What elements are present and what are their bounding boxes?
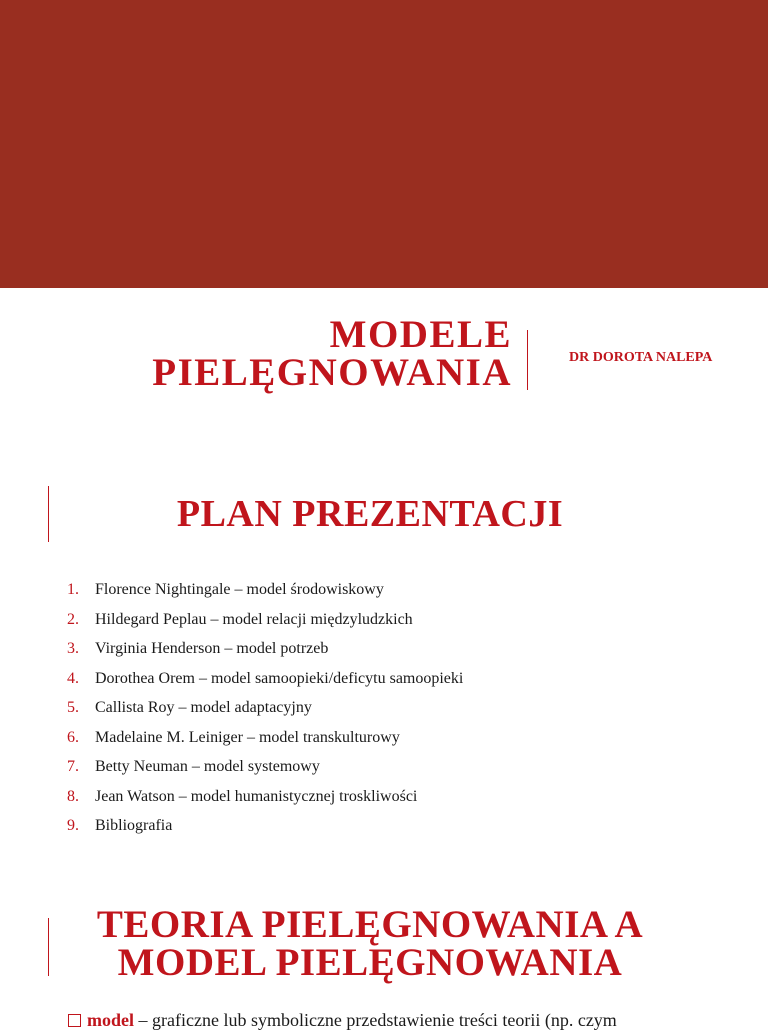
plan-item-number: 6.: [67, 728, 79, 746]
plan-item: [60, 693, 463, 723]
plan-item: [60, 811, 463, 841]
plan-item-text: Hildegard Peplau – model relacji międzyludzkich: [95, 610, 413, 628]
plan-item-text: Bibliografia: [95, 817, 173, 834]
title-line-1: MODELE: [329, 313, 512, 356]
model-definition: [68, 1010, 617, 1031]
plan-item-text: Betty Neuman – model systemowy: [95, 758, 320, 775]
plan-heading: PLAN PREZENTACJI: [176, 493, 564, 535]
definition-term: model: [87, 1010, 134, 1030]
plan-item: [60, 723, 463, 753]
plan-item: [60, 634, 463, 664]
plan-item-text: Madelaine M. Leiniger – model transkulturowy: [95, 728, 400, 746]
plan-list: [60, 575, 463, 841]
plan-item-text: Jean Watson – model humanistycznej troskliwości: [95, 787, 418, 805]
checkbox-bullet-icon: [68, 1014, 81, 1027]
plan-item: [60, 782, 463, 812]
plan-item: [60, 605, 463, 635]
plan-item-number: 1.: [67, 581, 79, 598]
presentation-title: [0, 313, 512, 394]
plan-item-number: 3.: [67, 640, 79, 657]
plan-item-number: 8.: [67, 787, 79, 805]
teoria-heading-line-1: TEORIA PIELĘGNOWANIA A: [96, 903, 644, 946]
teoria-heading-line-2: MODEL PIELĘGNOWANIA: [117, 941, 623, 984]
plan-item-text: Florence Nightingale – model środowiskowy: [95, 581, 384, 598]
plan-item: [60, 575, 463, 605]
plan-item: [60, 752, 463, 782]
plan-item-number: 9.: [67, 817, 79, 834]
plan-item-text: Dorothea Orem – model samoopieki/deficytu samoopieki: [95, 669, 464, 687]
plan-item-text: Callista Roy – model adaptacyjny: [95, 699, 312, 716]
plan-item-number: 2.: [67, 610, 79, 628]
teoria-heading: [0, 903, 740, 984]
plan-item: [60, 664, 463, 694]
definition-text: – graficzne lub symboliczne przedstawienie treści teorii (np. czym: [134, 1010, 617, 1030]
title-line-2: PIELĘGNOWANIA: [152, 351, 512, 394]
title-divider: [527, 330, 528, 390]
author-name: DR DOROTA NALEPA: [569, 350, 713, 365]
plan-item-number: 7.: [67, 758, 79, 775]
plan-item-number: 4.: [67, 669, 79, 687]
cover-banner: [0, 0, 768, 288]
plan-item-number: 5.: [67, 699, 79, 716]
plan-item-text: Virginia Henderson – model potrzeb: [95, 640, 329, 657]
